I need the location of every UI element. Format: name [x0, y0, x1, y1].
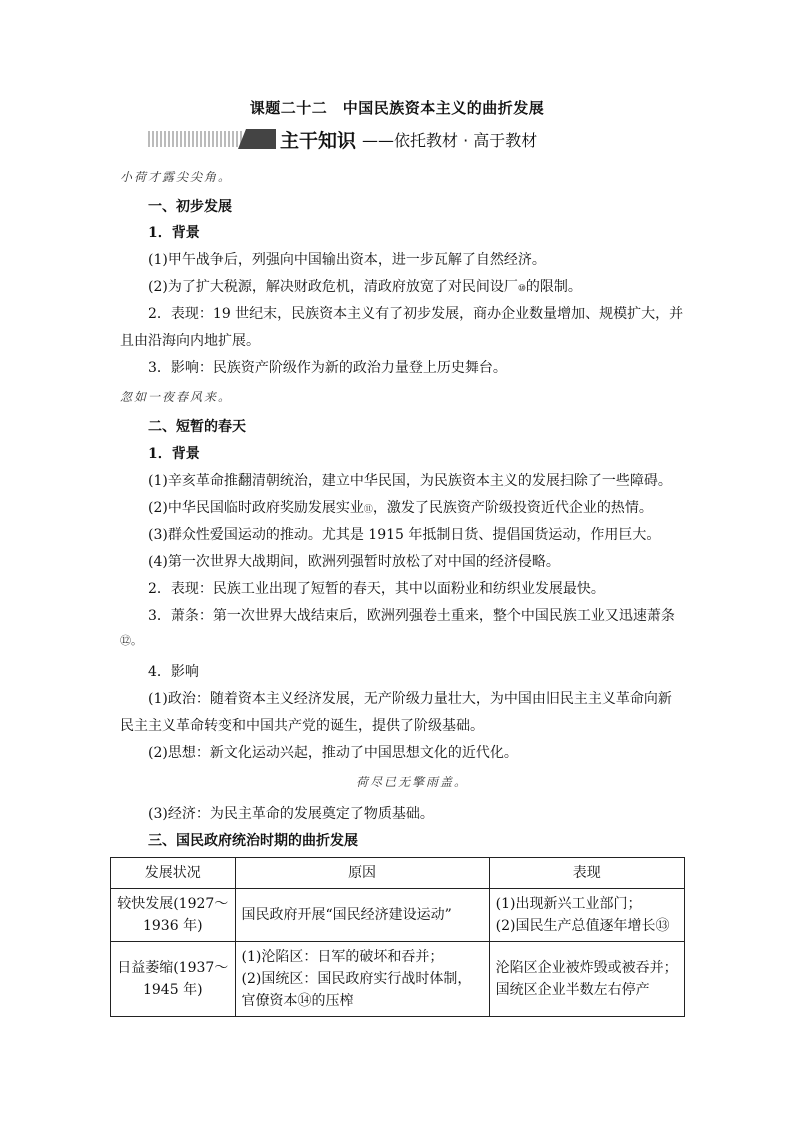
- paragraph: [148, 497, 653, 517]
- show-line: 沦陷区企业被炸毁或被吞并；: [495, 960, 678, 976]
- banner-stripes: [148, 131, 243, 147]
- paragraph: 3．影响：民族资产阶级作为新的政治力量登上历史舞台。: [148, 360, 507, 376]
- handwritten-note: 小荷才露尖尖角。: [120, 170, 233, 184]
- status-cell: 日益萎缩(1937～1945 年): [111, 942, 236, 1017]
- cause-cell: [235, 942, 489, 1017]
- text: ，激发了民族资产阶级投资近代企业的热情。: [372, 500, 653, 516]
- text: (2)中华民国临时政府奖励发展实业: [148, 500, 364, 516]
- paragraph: (3)经济：为民主革命的发展奠定了物质基础。: [148, 806, 434, 822]
- paragraph: (1)甲午战争后，列强向中国输出资本，进一步瓦解了自然经济。: [148, 252, 546, 268]
- section-heading: 一、初步发展: [148, 199, 232, 215]
- paragraph: (4)第一次世界大战期间，欧洲列强暂时放松了对中国的经济侵略。: [148, 554, 560, 570]
- banner-slash: [238, 129, 246, 149]
- show-line: (2)国民生产总值逐年增长⑬: [495, 918, 670, 934]
- table-header: 表现: [489, 858, 684, 889]
- subheading: 1．背景: [148, 225, 200, 241]
- table-header: 发展状况: [111, 858, 236, 889]
- paragraph: 2．表现：19 世纪末，民族资本主义有了初步发展，商办企业数量增加、规模扩大，并: [148, 306, 684, 322]
- paragraph: (1)辛亥革命推翻清朝统治，建立中华民国，为民族资本主义的发展扫除了一些障碍。: [148, 473, 672, 489]
- show-cell: [489, 942, 684, 1017]
- footnote-mark: ⑩: [517, 284, 526, 294]
- development-table: [110, 857, 685, 1017]
- show-line: (1)出现新兴工业部门；: [495, 896, 642, 912]
- paragraph: (1)政治：随着资本主义经济发展，无产阶级力量壮大，为中国由旧民主主义革命向新: [148, 691, 672, 707]
- paragraph: 4．影响: [148, 664, 199, 680]
- handwritten-note: 荷尽已无擎雨盖。: [356, 775, 469, 789]
- table-header-row: [111, 858, 685, 889]
- show-line: 国统区企业半数左右停产: [495, 982, 650, 998]
- handwritten-note: 忽如一夜春风来。: [120, 390, 233, 404]
- subheading: 1．背景: [148, 446, 200, 462]
- cause-cell: 国民政府开展“国民经济建设运动”: [235, 889, 489, 942]
- paragraph-continued: 民主主义革命转变和中国共产党的诞生，提供了阶级基础。: [120, 718, 484, 734]
- show-cell: [489, 889, 684, 942]
- paragraph: (3)群众性爱国运动的推动。尤其是 1915 年抵制日货、提倡国货运动，作用巨大。: [148, 527, 661, 543]
- cause-line: (2)国统区：国民政府实行战时体制，官僚资本⑭的压榨: [241, 971, 472, 1009]
- status-cell: 较快发展(1927～1936 年): [111, 889, 236, 942]
- footnote-mark: ⑪: [363, 505, 373, 515]
- table-row: [111, 889, 685, 942]
- table-row: [111, 942, 685, 1017]
- banner-bar: [246, 129, 276, 149]
- banner-main: 主干知识: [280, 130, 357, 152]
- paragraph: 2．表现：民族工业出现了短暂的春天，其中以面粉业和纺织业发展最快。: [148, 581, 605, 597]
- text: 的限制。: [525, 279, 582, 295]
- text: (2)为了扩大税源，解决财政危机，清政府放宽了对民间设厂: [148, 279, 518, 295]
- cause-line: (1)沦陷区：日军的破坏和吞并；: [241, 949, 444, 965]
- paragraph-continued: 且由沿海向内地扩展。: [120, 333, 260, 349]
- section-banner: [148, 128, 668, 154]
- section-heading: 二、短暂的春天: [148, 419, 246, 435]
- page-title: 课题二十二 中国民族资本主义的曲折发展: [249, 99, 545, 117]
- section-heading: 三、国民政府统治时期的曲折发展: [148, 833, 358, 849]
- banner-sub: ——依托教材 · 高于教材: [362, 131, 538, 150]
- paragraph: (2)思想：新文化运动兴起，推动了中国思想文化的近代化。: [148, 745, 518, 761]
- paragraph: 3．萧条：第一次世界大战结束后，欧洲列强卷土重来，整个中国民族工业又迅速萧条: [148, 608, 675, 624]
- table-header: 原因: [235, 858, 489, 889]
- paragraph: [148, 276, 582, 296]
- paragraph-continued: ⑫。: [120, 634, 142, 647]
